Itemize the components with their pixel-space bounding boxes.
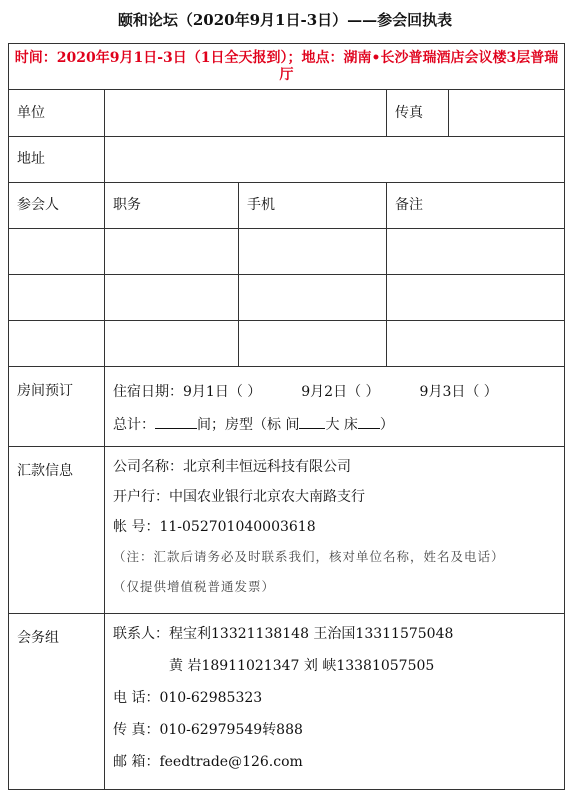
- day1-option[interactable]: 9月1日（ ）: [183, 383, 262, 400]
- email-value[interactable]: feedtrade@126.com: [159, 754, 303, 770]
- standard-room-blank[interactable]: [299, 414, 325, 429]
- big-bed-blank[interactable]: [358, 414, 380, 429]
- room-booking-cell[interactable]: [105, 367, 565, 447]
- attendee-header: 参会人: [9, 183, 105, 229]
- room-close: ）: [379, 416, 394, 433]
- day3-option[interactable]: 9月3日（ ）: [419, 383, 498, 400]
- staff-info-cell: [105, 614, 565, 790]
- attendee-position-cell[interactable]: [105, 229, 239, 275]
- contact-label: 联系人：: [113, 626, 169, 642]
- attendee-position-cell[interactable]: [105, 321, 239, 367]
- staff-tel: 电 话：010-62985323: [113, 690, 263, 706]
- email-label: 邮 箱：: [113, 754, 160, 770]
- payment-info-cell: [105, 447, 565, 614]
- payment-company: 公司名称：北京利丰恒远科技有限公司: [113, 459, 351, 475]
- payment-label: 汇款信息: [9, 447, 105, 614]
- payment-account: [113, 512, 564, 542]
- invoice-note: （仅提供增值税普通发票）: [113, 579, 276, 594]
- room-total: [113, 409, 564, 442]
- fax-label: 传真: [387, 90, 449, 137]
- attendee-name-cell[interactable]: [9, 229, 105, 275]
- attendee-remark-cell[interactable]: [387, 229, 565, 275]
- phone-header: 手机: [239, 183, 387, 229]
- attendee-remark-cell[interactable]: [387, 275, 565, 321]
- registration-form-table: [8, 43, 565, 790]
- payment-note: （注：汇款后请务必及时联系我们，核对单位名称，姓名及电话）: [113, 549, 505, 564]
- event-notice: 时间：2020年9月1日-3日（1日全天报到）；地点：湖南•长沙普瑞酒店会议楼3层普瑞厅: [9, 44, 565, 90]
- address-input-cell[interactable]: [105, 137, 565, 183]
- staff-label: 会务组: [9, 614, 105, 790]
- account-value: 11-052701040003618: [159, 519, 316, 535]
- payment-bank: 开户行：中国农业银行北京农大南路支行: [113, 489, 365, 505]
- staff-fax: 传 真：010-62979549转888: [113, 722, 303, 738]
- total-rooms-blank[interactable]: [155, 414, 197, 429]
- attendee-name-cell[interactable]: [9, 275, 105, 321]
- attendee-name-cell[interactable]: [9, 321, 105, 367]
- staff-contact-1: [113, 618, 564, 650]
- attendee-remark-cell[interactable]: [387, 321, 565, 367]
- checkin-dates: [113, 376, 564, 409]
- fax-input-cell[interactable]: [449, 90, 565, 137]
- attendee-phone-cell[interactable]: [239, 321, 387, 367]
- attendee-row: [9, 321, 565, 367]
- form-title: 颐和论坛（2020年9月1日-3日）——参会回执表: [117, 11, 453, 29]
- account-label: 帐 号：: [113, 519, 160, 535]
- day2-option[interactable]: 9月2日（ ）: [301, 383, 380, 400]
- attendee-position-cell[interactable]: [105, 275, 239, 321]
- total-suffix: 间；房型（标 间: [197, 416, 300, 433]
- room-label: 房间预订: [9, 367, 105, 447]
- total-prefix: 总计：: [113, 416, 155, 433]
- unit-input-cell[interactable]: [105, 90, 387, 137]
- attendee-phone-cell[interactable]: [239, 229, 387, 275]
- checkin-label: 住宿日期：: [113, 383, 183, 400]
- attendee-phone-cell[interactable]: [239, 275, 387, 321]
- attendee-row: [9, 275, 565, 321]
- contact-line-1: 程宝利13321138148 王治国13311575048: [169, 626, 454, 642]
- position-header: 职务: [105, 183, 239, 229]
- unit-label: 单位: [9, 90, 105, 137]
- big-bed-label: 大 床: [325, 416, 358, 433]
- address-label: 地址: [9, 137, 105, 183]
- staff-email: [113, 746, 564, 778]
- attendee-row: [9, 229, 565, 275]
- remark-header: 备注: [387, 183, 565, 229]
- contact-line-2: 黄 岩18911021347 刘 峡13381057505: [169, 658, 435, 674]
